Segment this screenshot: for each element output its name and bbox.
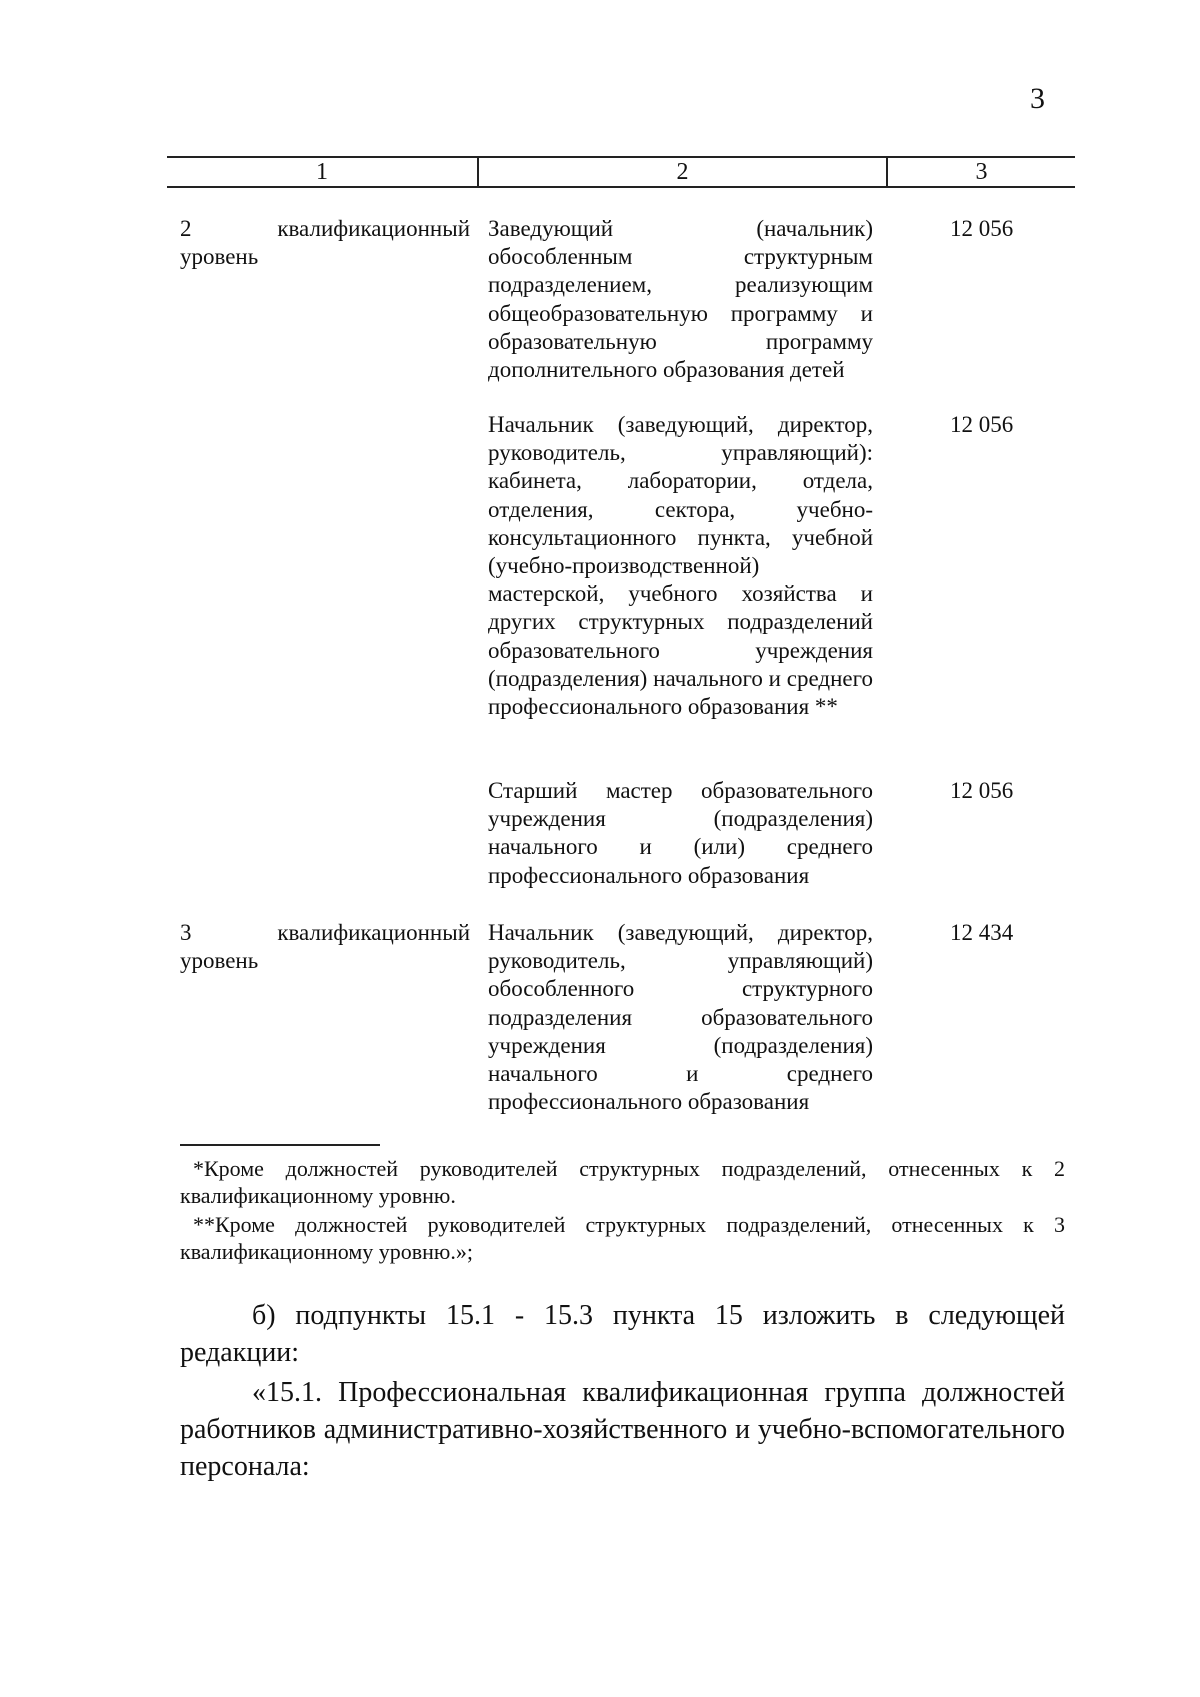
level-rest: уровень [180, 948, 259, 973]
level-rest: уровень [180, 244, 259, 269]
position-cell: Заведующий (начальник) обособленным структурным подразделением, реализующим общеобразовательную программу и образовательную программу дополнительного образования детей [488, 216, 873, 383]
level-number: 3 [180, 920, 192, 945]
page-number: 3 [1030, 82, 1045, 115]
salary-cell: 12 056 [950, 778, 1014, 803]
position-cell: Начальник (заведующий, директор, руководитель, управляющий) обособленного структурного подразделения образовательного учреждения (подразделения) начального и среднего профессионального образования [488, 920, 873, 1115]
table-header-col-1: 1 [316, 159, 328, 185]
body-paragraph: б) подпункты 15.1 - 15.3 пункта 15 изложить в следующей редакции: [180, 1300, 1065, 1368]
footnote: *Кроме должностей руководителей структурных подразделений, отнесенных к 2 квалификационному уровню. [180, 1156, 1065, 1208]
salary-cell: 12 434 [950, 920, 1014, 945]
position-cell: Старший мастер образовательного учреждения (подразделения) начального и (или) среднего профессионального образования [488, 778, 873, 888]
level-word: квалификационный [277, 920, 470, 945]
table-header-bottom-rule [167, 186, 1075, 188]
footnote: **Кроме должностей руководителей структурных подразделений, отнесенных к 3 квалификационному уровню.»; [180, 1212, 1065, 1264]
body-paragraph: «15.1. Профессиональная квалификационная группа должностей работников административно-хозяйственного и учебно-вспомогательного персонала: [180, 1377, 1065, 1482]
footnote-separator [180, 1144, 380, 1146]
qualification-level-cell [180, 919, 470, 975]
table-header-col-2: 2 [676, 159, 689, 185]
salary-cell: 12 056 [950, 216, 1014, 241]
qualification-level-cell [180, 215, 470, 271]
table-header-col-3: 3 [975, 159, 988, 185]
level-number: 2 [180, 216, 192, 241]
salary-cell: 12 056 [950, 412, 1014, 437]
position-cell: Начальник (заведующий, директор, руководитель, управляющий): кабинета, лаборатории, отдела, отделения, сектора, учебно-консультационного пункта, учебной (учебно-производственной) мастерской, учебного хозяйства и других структурных подразделений образовательного учреждения (подразделения) начального и среднего профессионального образования ** [488, 412, 873, 720]
level-word: квалификационный [277, 216, 470, 241]
